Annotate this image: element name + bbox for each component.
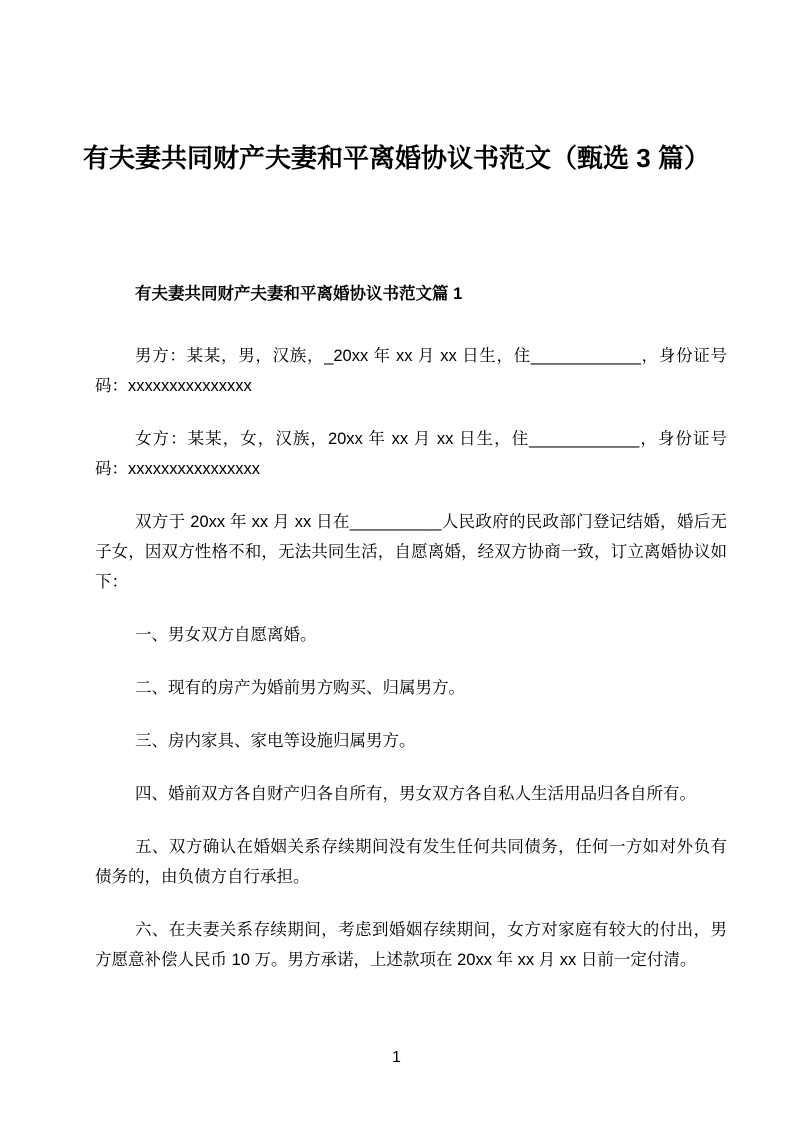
paragraph-party-female: 女方：某某，女，汉族，20xx 年 xx 月 xx 日生，住____________，身份证号码：xxxxxxxxxxxxxxxx	[95, 430, 727, 478]
paragraph-clause-4: 四、婚前双方各自财产归各自所有，男女双方各自私人生活用品归各自所有。	[135, 785, 696, 803]
paragraph-clause-6: 六、在夫妻关系存续期间，考虑到婚姻存续期间，女方对家庭有较大的付出，男方愿意补偿人民币 10 万。男方承诺，上述款项在 20xx 年 xx 月 xx 日前一定付清。	[95, 921, 727, 969]
paragraph-preamble: 双方于 20xx 年 xx 月 xx 日在__________人民政府的民政部门登记结婚，婚后无子女，因双方性格不和，无法共同生活，自愿离婚，经双方协商一致，订立离婚协议如下：	[95, 513, 727, 591]
paragraph-clause-3: 三、房内家具、家电等设施归属男方。	[135, 732, 416, 750]
page-number: 1	[392, 1049, 401, 1066]
paragraph-clause-1: 一、男女双方自愿离婚。	[135, 626, 317, 644]
paragraph-clause-5: 五、双方确认在婚姻关系存续期间没有发生任何共同债务，任何一方如对外负有债务的，由负债方自行承担。	[95, 838, 727, 886]
document-body	[95, 283, 727, 998]
paragraph-party-male: 男方：某某，男，汉族，_20xx 年 xx 月 xx 日生，住____________，身份证号码：xxxxxxxxxxxxxxx	[95, 347, 727, 395]
document-title: 有夫妻共同财产夫妻和平离婚协议书范文（甄选 3 篇）	[83, 143, 710, 173]
section-heading: 有夫妻共同财产夫妻和平离婚协议书范文篇 1	[135, 285, 463, 303]
paragraph-clause-2: 二、现有的房产为婚前男方购买、归属男方。	[135, 679, 465, 697]
